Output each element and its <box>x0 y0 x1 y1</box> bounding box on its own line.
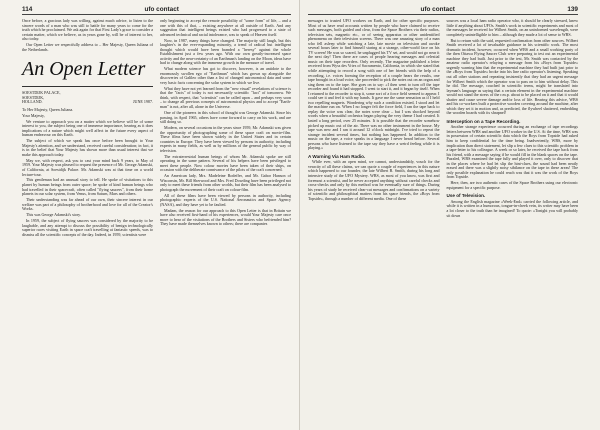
right-column-2 <box>447 19 579 220</box>
paragraph: sources was a local ham radio operator who, it should be clearly stressed, knew little if anything about UFOs. Smith's work in scientific experiments and most of the messages he received for Wilbert Smith, on an uninformed wavelength, were completely unintelligible to him – although they made a lot of sense to WBS. <box>446 18 578 37</box>
paragraph: The extraterrestrial human beings of whom Mr. Adamski spoke are still operating in the same pattern. Several of his helpers have been privileged to meet these people. Now colour movies have been taken of their ships, on occasion with the deliberate connivance of the pilots of the craft concerned. <box>160 153 291 173</box>
address-line: SOESTDIJK, <box>22 94 45 100</box>
paragraph: This gentleman had an unusual story to tell. He spoke of visitations to this planet by human beings from outer space; he spoke of kind human beings who had travelled in their spacecraft, often called "flying saucers", from their home planets in our solar system, from Venus, from Saturn, Mars and others. <box>22 177 153 197</box>
paragraph: Our Open Letter we respectfully address to – Her Majesty, Queen Juliana of the Netherlands. <box>22 42 153 52</box>
address-line: HOLLAND. <box>22 99 43 105</box>
article-title: An Open Letter <box>22 58 146 81</box>
paragraph: Madam, the reason for our approach to this Open Letter is that in Britain we have also received first-hand of his experiences, would Your Majesty care once more to hear of the visitations of the Brothers and Sisters who befriended him? They have made themselves known to others; there are companies <box>160 207 291 227</box>
paragraph: To Her Majesty, Queen Juliana. <box>22 106 74 112</box>
paragraph: While ever, with an open mind, we cannot, understandably, vouch for the veracity of all these claims, we can quote a couple of experiences in this nature which happened to our founder, the late Wilbert B. Smith, during his long and intensive study of the UFO Mystery. WBS, as most of you know, was first and foremost a scientist, and he never accepted anything without careful checks and cross-checks and only by this method was he eventually sure of things. During his years of study he received clear-cut messages and confirmations on a variety of scientific and philosophical matters from his space friends, the «Boys from Topside», through a number of different media. One of these <box>308 159 440 201</box>
paragraph: In 1959, the subject of flying saucers was considered by the majority to be laughable, and any attempt to discuss the possibility of benign technologically superior races visiting Earth in space craft travelling at fantastic speeds, was to dismiss all the scientific concepts of the day. Indeed, in 1959, scientists were <box>22 218 153 237</box>
divider <box>22 86 153 87</box>
paragraph: This was George Adamski's story. <box>26 212 81 218</box>
left-running-title: ufo contact <box>144 6 179 13</box>
right-running-title: ufo contact <box>420 6 455 13</box>
paragraph: Another strange experience occurred during an exchange of tape recordings letters between WBS and another UFO worker in the U.S. At the time, WBS was in possession of certain scientific data which the Boys from Topside had asked him to keep confidential for the time being. Inadvertently, WBS, more by implication than direct statement, let slip a few clues to this scientific problem in a tape-letter to his colleague. A week or so later, he received the tape back from his friend, with a message saying if he would fill in the blank spaces on the tape. Puzzled, WBS examined the tape fully and played it over, only to discover that in the places where he had let slip the hint-clues, the sound had been neatly erased and there was a slightly noisy sibilance on the tape in these areas! The only possible explanation he could reach was that it was the work of the Boys from Topside. <box>446 124 578 180</box>
paragraph: messages to trusted UFO workers on Earth, and for other specific purposes. Most of us have read accounts written by people who have claimed to receive such messages, both guided and clear, from the Space Brothers via their radios, television sets, magnetic etc., or of seeing apparatus or other unidentified phenomena on their television screens. There was one amazing story of a man who fell asleep while watching a late, late movie on television and awoke several hours later to find himself staring at a strange, other-world face on his TV screen! He was so scared, he unplugged his TV set, and would not go near it the next day! Then there are cases of people hearing messages and celestial music on their tape recorders. Only recently, The magazine published a letter received from Wyss des Vries of Sacramento, California, in which she stated that while attempting to record a song with one of her friends with the help of a recording, i.e. voices forming the reception of a couple hears the results, one tape brought in a loud voice, she proceeded to pick the notes out on an organ and sing them on to the tape. She goes on to say: «I then went to turn off the tape recorder and found it had stopped. I went to start it, and it began by itself. When I returned to the recorder to stop it, some sort of a force field seemed to appear. I could see it and feel it with my hands. It gave me the same sensation as if I held two repelling magnets. Wondering why such a condition existed, I stood and let the machine run on. When I no longer felt the force field, I ran the tape back to replay the voice was clear, the notes were clear – but I was shocked beyond words when a beautiful orchestra began playing the very theme I had created. It lasted a long period, over 25 minutes. It is possible that the recorder somehow picked up music out of the air. There was no other instrument in the house. My tape was new and I ran it around 12 o'clock midnight. I've tried to repeat the strange incident several times, but nothing has happened. In addition to the music on the tape, a voice speaks in a language I never heard before. Several persons who have listened to the tape say they have a weird feeling while it is playing.» <box>308 18 440 151</box>
address-line: SOESTDIJK PALACE, <box>22 90 61 96</box>
paragraph: An American lady, Mrs. Madeleine Rodeffer, and Mr. Gabor Hanson of Wisconsin, Mr. Bill Sherwood and Mrs. Fred Dowding have been privileged not only to meet these friends from other worlds, but their film has been analysed to photograph the movement of their craft on colour-film. <box>160 173 291 192</box>
letter-address <box>22 91 153 105</box>
paragraph: only beginning to accept the remote possibility of "some form" of life, – and a one with this of that, – existing anywhere at all outside of Earth. And any suggestion that intelligent beings existed who had progressed to a state of advanced technical and racial intolerance, was to speak of Heaven itself. <box>160 18 291 37</box>
section-heading: Interception on a Tape Recording. <box>446 118 521 124</box>
right-page-number: 139 <box>567 6 578 13</box>
section-heading: Use of Television. <box>446 193 486 199</box>
left-page-number: 114 <box>22 6 33 13</box>
paragraph: Modern, on several occasions in the years since 1959, Mr. Adamski was given the opportunity of photographing some of these space craft on movie-film. These films have been shown widely in the United States and in certain countries in Europe. They have been viewed by persons in authority, including experts in many fields, as well as by millions of the general public by way of television. <box>160 124 291 153</box>
right-column-1 <box>308 19 440 220</box>
paragraph: One of the pioneers in this school of thought was George Adamski. Since his passing, in April 1965, others have come forward to carry on his work, and are still doing so. <box>160 109 291 125</box>
left-column-1 <box>22 19 153 239</box>
paragraph: What modern science has got to discover, however, is an antidote to the enormously swollen ego of "Earthman" which has grown up alongside the discoveries of Galileo other than a list of changed astronomical data and some very basic facts concerning the solar system in which we live. <box>160 66 291 85</box>
paragraph: We venture to approach you on a matter which we believe will be of some interest to you, the subject being one of immense importance, bearing as it does implications of a nature which might well affect in the future every aspect of human endeavour on this Earth. <box>22 118 153 138</box>
paragraph: Once before, a gracious lady was willing, against much advice, to listen to the sincere words of a man who was still to battle for many years to come for the truth which he proclaimed. We ask again for that First Lady's grace to consider a certain matter, which we believe, as in years gone by, will be of interest to her, also today. <box>22 18 153 42</box>
paragraph: All of these films have been viewed by persons in authority, including photographic experts of the U.S. National Aeronautics and Space Agency (NASA), and they have yet to be faulted. <box>160 192 291 207</box>
right-running-head <box>308 6 578 15</box>
left-column-2 <box>160 19 291 239</box>
paragraph: Your Majesty, <box>22 112 45 118</box>
left-running-head <box>22 6 291 15</box>
paragraph: But to return with the said, requested confirmation from other sources. Wilbert Smith received a lot of invaluable guidance in his scientific work. The most dramatic incident, however, occurred when WBS and a small working party of the then Ottawa Flying Saucer Club were preparing to test out an experimental machine they had built. Just prior to the test, Mr. Smith was contacted by the amateur radio operator's relaying a message from his «Boys from Topside» urgently warning him that the experimental machine they had built just prior to the «Boys from Topside» broke into his line radio operator's listening. Speaking out all other stations and repeating insistently that they had an urgent message for Wilbert Smith which the operator was to pass on to him without delay. This he did. The message, couched in scientific terms, might be translated into layman's language as saying that a certain element in the experimental machine would not stand the stress of the r.m.p. about to be placed on it and that it would shatter and cause severe damage and/or loss of life. Bearing this advice, WBS and his co-workers built a protective wooden covering around the machine, after which they set it in motion and, as predicted, the flywheel shattered, embedding the wooden boards with its shrapnel! <box>446 37 578 116</box>
paragraph: Now, in 1987, many things have changed. The majority still laugh, but this laughter's in the ever-expanding minority, a trend of radical but intelligent thought which would have been branded a "heresy" against the whole Establishment just a few years ago. With our own greatly-increased space activity and the near-certainty of an Earthman's landing on the Moon, ideas have had to change along with the immense growth in the measure of travel. <box>160 37 291 66</box>
paragraph: The subject of which we speak has once before been brought to Your Majesty's attention, and we understand, received careful consideration; in fact, it is in the belief that Your Majesty has shown more than usual interest that we make this approach today. <box>22 138 153 157</box>
right-page <box>300 0 600 430</box>
letter-date: JUNE 1987. <box>132 99 153 105</box>
section-heading: A Warning Via Ham Radio. <box>308 153 366 159</box>
paragraph: Their understanding was far ahead of our own, their sincere interest in our welfare was part of a philosophy of brotherhood and love for all of the Creator's Works. <box>22 197 153 212</box>
paragraph: May we, with respect, ask you to cast your mind back 9 years, to May of 1959. Your Majesty was pleased to request the presence of Mr. George Adamski, of California, at Soestdijk Palace. Mr. Adamski was at that time on a world lecture-tour. <box>22 157 153 177</box>
paragraph: Here, then, are two authentic cases of the Space Brothers using our electronic equipment for a specific purpose. <box>446 180 578 190</box>
paragraph: Among the English magazine «Week-End» carried the following article, and while it is written in a humorous, tongue-in-cheek vein, its writer may have been a lot closer to the truth than he imagined! To quote: «Tonight you will probably sit down <box>446 198 578 218</box>
paragraph: What they have not yet learned from the "new visual" revelations of science is that the "facts" of today is not necessarily scientific "fact" of tomorrow. We think, with respect, that "scientists" can be called upon – and perhaps very soon – to change all previous concepts of astronomical physics and to accept "Earth-man" is not, after all, alone in the Universe. <box>160 85 291 110</box>
